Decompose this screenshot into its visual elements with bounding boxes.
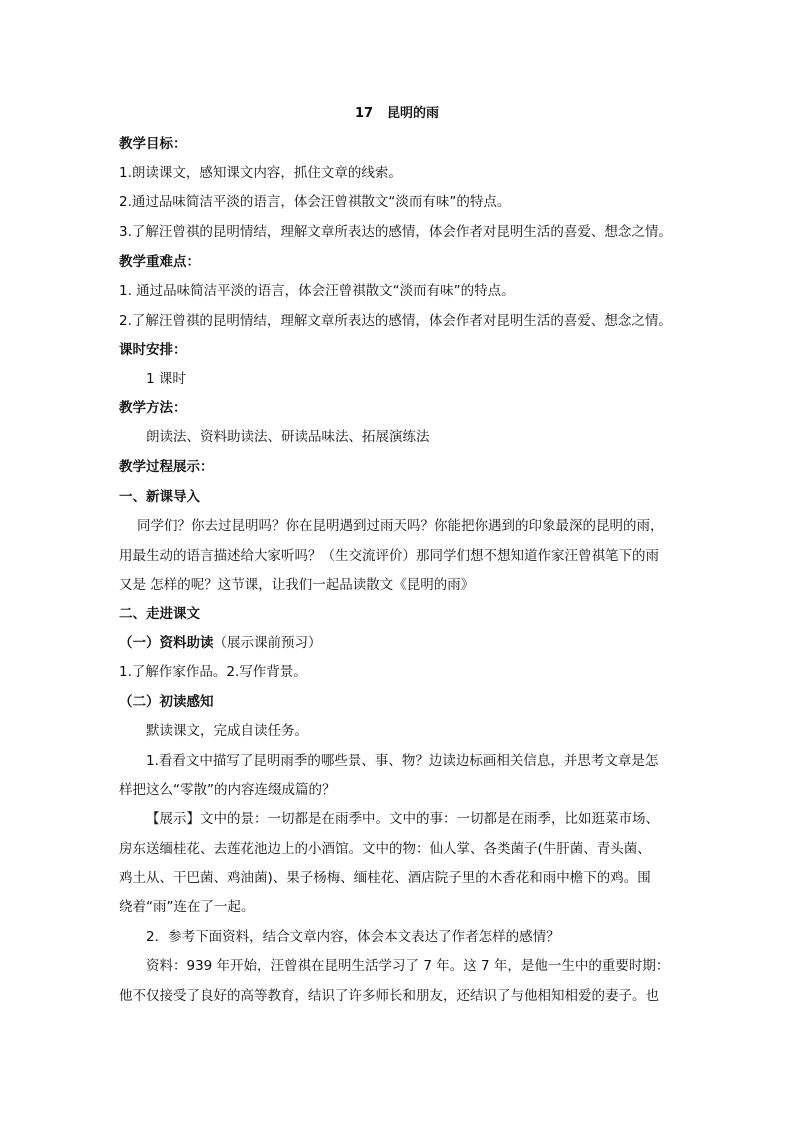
- subsection-reference-title: （一）资料助读: [119, 635, 214, 651]
- reading-task: 默读课文，完成自读任务。: [146, 723, 308, 739]
- showcase-line-2: 房东送缅桂花、去莲花池边上的小酒馆。文中的物：仙人掌、各类菌子(牛肝菌、青头菌、: [119, 841, 651, 857]
- key-point-2: 2.了解汪曾祺的昆明情结，理解文章所表达的感情，体会作者对昆明生活的喜爱、想念之情。: [119, 313, 672, 329]
- showcase-line-1: 【展示】文中的景：一切都是在雨季中。文中的事：一切都是在雨季，比如逛菜市场、: [146, 811, 659, 827]
- reference-items: 1.了解作家作品。2.写作背景。: [119, 664, 307, 680]
- heading-key-points: 教学重难点：: [119, 254, 200, 270]
- goal-1: 1.朗读课文，感知课文内容，抓住文章的线索。: [119, 165, 402, 181]
- question-2: 2．参考下面资料，结合文章内容，体会本文表达了作者怎样的感情？: [146, 929, 560, 945]
- lesson-title: [0, 105, 794, 123]
- question-1-line-2: 样把这么“零散”的内容连缀成篇的？: [119, 782, 336, 798]
- class-hours: 1 课时: [146, 371, 186, 387]
- reference-material-line-2: 他不仅接受了良好的高等教育，结识了许多师长和朋友，还结识了与他相知相爱的妻子。也: [119, 988, 659, 1004]
- reference-material-line-1: 资料：939 年开始，汪曾祺在昆明生活学习了 7 年。这 7 年，是他一生中的重要时期：: [146, 958, 670, 974]
- showcase-line-3: 鸡土从、干巴菌、鸡油菌)、果子杨梅、缅桂花、酒店院子里的木香花和雨中檐下的鸡。围: [119, 870, 651, 886]
- key-point-1: 1. 通过品味简洁平淡的语言，体会汪曾祺散文“淡而有味”的特点。: [119, 283, 515, 299]
- lesson-number: 17: [354, 106, 374, 121]
- teaching-methods: 朗读法、资料助读法、研读品味法、拓展演练法: [146, 429, 430, 445]
- intro-paragraph-line-1: 同学们？你去过昆明吗？你在昆明遇到过雨天吗？你能把你遇到的印象最深的昆明的雨，: [137, 518, 664, 534]
- showcase-line-4: 绕着“雨”连在了一起。: [119, 899, 255, 915]
- subsection-reference-note: （展示课前预习）: [213, 635, 322, 651]
- lesson-title-text: 昆明的雨: [387, 106, 440, 121]
- goal-3: 3.了解汪曾祺的昆明情结，理解文章所表达的感情，体会作者对昆明生活的喜爱、想念之情。: [119, 224, 672, 240]
- heading-teaching-process: 教学过程展示：: [119, 459, 214, 475]
- subsection-reference-reading: [119, 634, 679, 652]
- goal-2: 2.通过品味简洁平淡的语言，体会汪曾祺散文“淡而有味”的特点。: [119, 194, 511, 210]
- heading-teaching-methods: 教学方法：: [119, 400, 187, 416]
- question-1-line-1: 1.看看文中描写了昆明雨季的哪些景、事、物？边读边标画相关信息，并思考文章是怎: [146, 753, 659, 769]
- section-enter-text: 二、走进课文: [119, 606, 200, 622]
- subsection-first-reading: （二）初读感知: [119, 694, 214, 710]
- heading-teaching-goals: 教学目标：: [119, 136, 187, 152]
- intro-paragraph-line-2: 用最生动的语言描述给大家听吗？（生交流评价）那同学们想不想知道作家汪曾祺笔下的雨: [119, 548, 659, 564]
- section-new-lesson-intro: 一、新课导入: [119, 489, 200, 505]
- intro-paragraph-line-3: 又是 怎样的呢？这节课，让我们一起品读散文《昆明的雨》: [119, 577, 475, 593]
- heading-class-hours: 课时安排：: [119, 342, 187, 358]
